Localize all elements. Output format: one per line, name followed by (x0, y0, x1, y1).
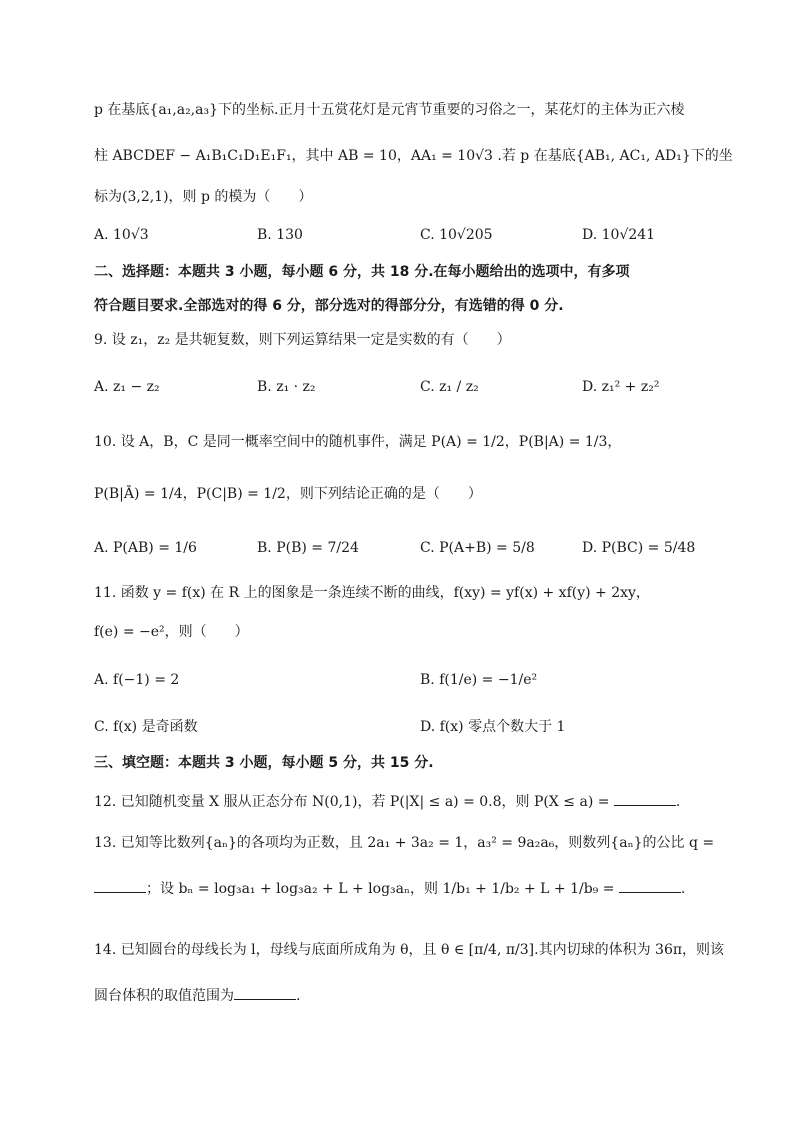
q14-end: . (296, 988, 301, 1004)
q8-line-3: 标为(3,2,1)，则 p 的模为（ ） (94, 189, 313, 205)
section-2-heading-line-1: 二、选择题：本题共 3 小题，每小题 6 分，共 18 分.在每小题给出的选项中，有多项 (94, 264, 630, 280)
q10-option-a: A. P(AB) = 1/6 (94, 540, 197, 556)
q11-line-2: f(e) = −e²，则（ ） (94, 624, 249, 640)
section-2-heading-line-2: 符合题目要求.全部选对的得 6 分，部分选对的得部分分，有选错的得 0 分. (94, 298, 564, 314)
q12-text: 12. 已知随机变量 X 服从正态分布 N(0,1)，若 P(|X| ≤ a) = 0.8，则 P(X ≤ a) = (94, 794, 614, 810)
q11-option-d: D. f(x) 零点个数大于 1 (420, 719, 566, 735)
q13-answer-blank-1[interactable] (94, 878, 146, 893)
q11-line-1: 11. 函数 y = f(x) 在 R 上的图象是一条连续不断的曲线，f(xy) = yf(x) + xf(y) + 2xy， (94, 585, 650, 601)
q8-line-2: 柱 ABCDEF − A₁B₁C₁D₁E₁F₁，其中 AB = 10，AA₁ = 10√3 .若 p 在基底{AB₁, AC₁, AD₁}下的坐 (94, 148, 733, 164)
section-3-heading: 三、填空题：本题共 3 小题，每小题 5 分，共 15 分. (94, 755, 434, 771)
q10-option-c: C. P(A+B) = 5/8 (420, 540, 535, 556)
q9-option-a: A. z₁ − z₂ (94, 379, 160, 395)
q8-option-d: D. 10√241 (582, 227, 656, 243)
q9-option-c: C. z₁ / z₂ (420, 379, 479, 395)
q9-stem: 9. 设 z₁，z₂ 是共轭复数，则下列运算结果一定是实数的有（ ） (94, 332, 511, 348)
q11-option-a: A. f(−1) = 2 (94, 672, 180, 688)
q8-option-a: A. 10√3 (94, 227, 149, 243)
q13-line-2-text: ；设 bₙ = log₃a₁ + log₃a₂ + L + log₃aₙ，则 1/b₁ + 1/b₂ + L + 1/b₉ = (146, 881, 619, 897)
q11-option-c: C. f(x) 是奇函数 (94, 719, 198, 735)
q10-line-2: P(B|Ā) = 1/4，P(C|B) = 1/2，则下列结论正确的是（ ） (94, 486, 482, 502)
q8-line-1: p 在基底{a₁,a₂,a₃}下的坐标.正月十五赏花灯是元宵节重要的习俗之一，某花灯的主体为正六棱 (94, 102, 685, 118)
q13-end: . (680, 881, 686, 897)
q13-answer-blank-2[interactable] (619, 878, 681, 893)
q14-line-1: 14. 已知圆台的母线长为 l，母线与底面所成角为 θ，且 θ ∈ [π/4, π/3].其内切球的体积为 36π，则该 (94, 942, 725, 958)
q9-option-d: D. z₁² + z₂² (582, 379, 660, 395)
q12-line (94, 791, 680, 812)
q14-line-2 (94, 985, 300, 1006)
q10-option-d: D. P(BC) = 5/48 (582, 540, 696, 556)
q10-option-b: B. P(B) = 7/24 (257, 540, 359, 556)
q14-line-2-text: 圆台体积的取值范围为 (94, 988, 234, 1004)
q12-answer-blank[interactable] (614, 791, 676, 806)
q8-option-b: B. 130 (257, 227, 303, 243)
q13-line-2 (94, 878, 685, 899)
q10-line-1: 10. 设 A，B，C 是同一概率空间中的随机事件，满足 P(A) = 1/2，P(B|A) = 1/3， (94, 434, 622, 450)
q8-option-c: C. 10√205 (420, 227, 493, 243)
q9-option-b: B. z₁ · z₂ (257, 379, 316, 395)
q13-line-1: 13. 已知等比数列{aₙ}的各项均为正数，且 2a₁ + 3a₂ = 1，a₃² = 9a₂a₆，则数列{aₙ}的公比 q = (94, 835, 715, 851)
q11-option-b: B. f(1/e) = −1/e² (420, 672, 538, 688)
q12-end: . (675, 794, 681, 810)
q14-answer-blank[interactable] (234, 985, 296, 1000)
